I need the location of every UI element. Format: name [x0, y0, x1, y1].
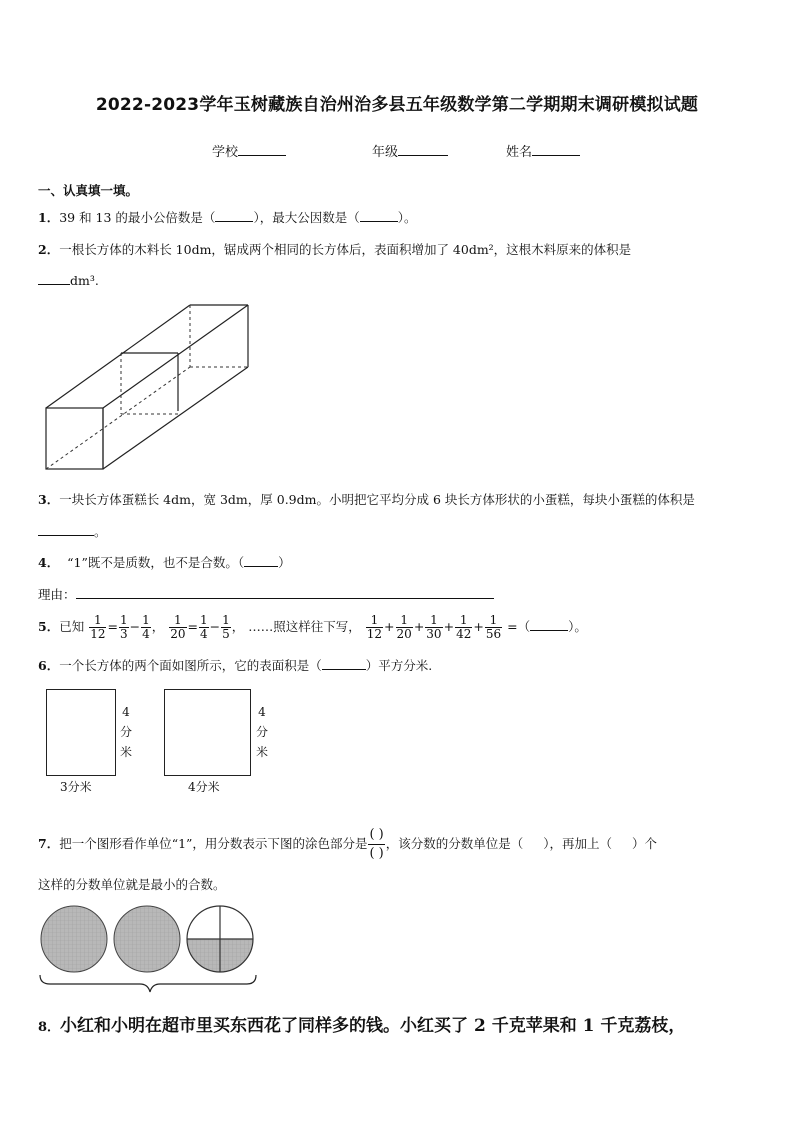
- question-7: 7．把一个图形看作单位“1”，用分数表示下图的涂色部分是 $\frac{( )}{( )}$ ，该分数的分数单位是（ ），再加上（ ）个: [38, 827, 658, 861]
- face-rect-2-width-label: 4分米: [188, 780, 220, 794]
- school-label: 学校: [212, 145, 239, 160]
- question-6: 6．一个长方体的两个面如图所示，它的表面积是（ ）平方分米.: [38, 658, 433, 673]
- section-heading: 一、认真填一填。: [38, 183, 139, 198]
- question-5: 5．已知 $\frac{1}{12}$ = $\frac{1}{3}$ − $\frac{1}{4}$ ， $\frac{1}{20}$ = $\frac{1}{4}$ − $\frac{1}{5}$ ， ……照这样往下写， $\frac{1}{12}$ + $\frac{1}{20}$ + $\frac{1}{30}$ + $\frac{1}{42}$ + $\frac{1}{56}$ =（ ）。: [38, 613, 587, 641]
- question-7-continued: 这样的分数单位就是最小的合数。: [38, 877, 226, 892]
- question-2-answer: dm³.: [38, 273, 99, 288]
- brace: [40, 975, 256, 992]
- face-rect-1-width-label: 3分米: [60, 780, 92, 794]
- question-4-reason: 理由：: [38, 585, 494, 603]
- question-3: 3．一块长方体蛋糕长 4dm，宽 3dm，厚 0.9dm。小明把它平均分成 6 块长方体形状的小蛋糕，每块小蛋糕的体积是: [38, 492, 695, 507]
- face-rect-2-height-label: 4 分 米: [255, 705, 268, 759]
- page-title: 2022-2023学年玉树藏族自治州治多县五年级数学第二学期期末调研模拟试题: [95, 95, 699, 115]
- grade-label: 年级: [372, 145, 399, 160]
- q7-fraction-blank[interactable]: $\frac{( )}{( )}$: [369, 827, 384, 861]
- name-label: 姓名: [506, 145, 533, 160]
- question-3-answer: 。: [38, 522, 107, 540]
- question-2: 2．一根长方体的木料长 10dm，锯成两个相同的长方体后，表面积增加了 40dm²，这根木料原来的体积是: [38, 242, 632, 257]
- face-rect-1-height-label: 4 分 米: [119, 705, 132, 759]
- shaded-circle: [41, 906, 107, 972]
- question-4: 4． “1”既不是质数，也不是合数。（ ）: [38, 555, 291, 570]
- question-8: 8．小红和小明在超市里买东西花了同样多的钱。小红买了 2 千克苹果和 1 千克荔枝，: [38, 1016, 686, 1036]
- question-1: 1．39 和 13 的最小公倍数是（ ），最大公因数是（ ）。: [38, 210, 417, 225]
- shaded-circle: [114, 906, 180, 972]
